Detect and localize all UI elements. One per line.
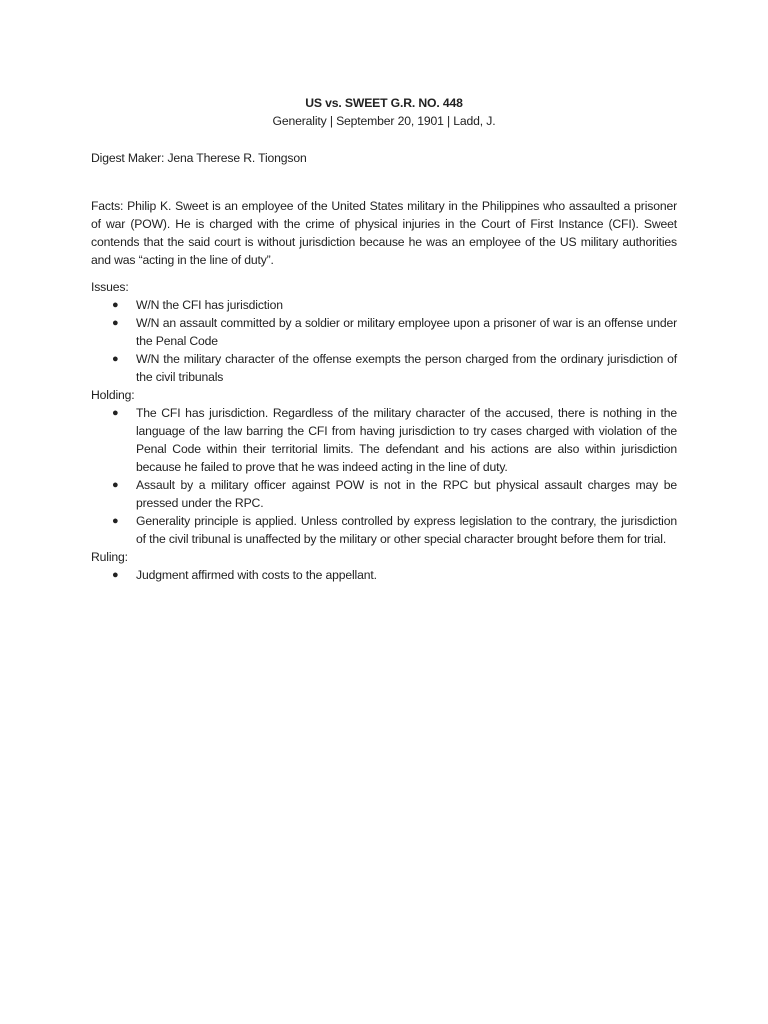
list-item [91, 476, 677, 512]
bullet-icon: ● [112, 407, 119, 419]
list-item [91, 350, 677, 386]
digest-maker: Digest Maker: Jena Therese R. Tiongson [91, 151, 307, 165]
issues-heading: Issues: [91, 280, 129, 294]
issues-list [91, 296, 677, 386]
case-subtitle: Generality | September 20, 1901 | Ladd, J. [272, 114, 496, 128]
bullet-icon: ● [112, 299, 119, 311]
holding-list [91, 404, 677, 548]
issue-text: W/N the CFI has jurisdiction [136, 298, 283, 312]
holding-text: Generality principle is applied. Unless controlled by express legislation to the contrary, the jurisdiction of the civil tribunal is unaffected by the military or other special character brought before them for trial. [136, 514, 677, 546]
holding-heading: Holding: [91, 388, 135, 402]
list-item [91, 296, 677, 314]
list-item [91, 404, 677, 476]
document-body [91, 94, 677, 584]
facts-paragraph: Facts: Philip K. Sweet is an employee of the United States military in the Philippines who assaulted a prisoner of war (POW). He is charged with the crime of physical injuries in the Court of First Instance (CFI). Sweet contends that the said court is without jurisdiction because he was an employee of the US military authorities and was “acting in the line of duty”. [91, 199, 677, 267]
holding-text: The CFI has jurisdiction. Regardless of the military character of the accused, there is nothing in the language of the law barring the CFI from having jurisdiction to try cases charged with violation of the Penal Code within their territorial limits. The defendant and his actions are also within jurisdiction because he failed to prove that he was indeed acting in the line of duty. [136, 406, 677, 474]
issue-text: W/N an assault committed by a soldier or military employee upon a prisoner of war is an offense under the Penal Code [136, 316, 677, 348]
list-item [91, 314, 677, 350]
bullet-icon: ● [112, 317, 119, 329]
ruling-heading: Ruling: [91, 550, 128, 564]
ruling-list [91, 566, 677, 584]
list-item [91, 566, 677, 584]
bullet-icon: ● [112, 569, 119, 581]
case-title: US vs. SWEET G.R. NO. 448 [305, 96, 463, 110]
ruling-text: Judgment affirmed with costs to the appellant. [136, 568, 377, 582]
holding-text: Assault by a military officer against POW is not in the RPC but physical assault charges may be pressed under the RPC. [136, 478, 677, 510]
list-item [91, 512, 677, 548]
bullet-icon: ● [112, 353, 119, 365]
issue-text: W/N the military character of the offense exempts the person charged from the ordinary jurisdiction of the civil tribunals [136, 352, 677, 384]
bullet-icon: ● [112, 515, 119, 527]
bullet-icon: ● [112, 479, 119, 491]
